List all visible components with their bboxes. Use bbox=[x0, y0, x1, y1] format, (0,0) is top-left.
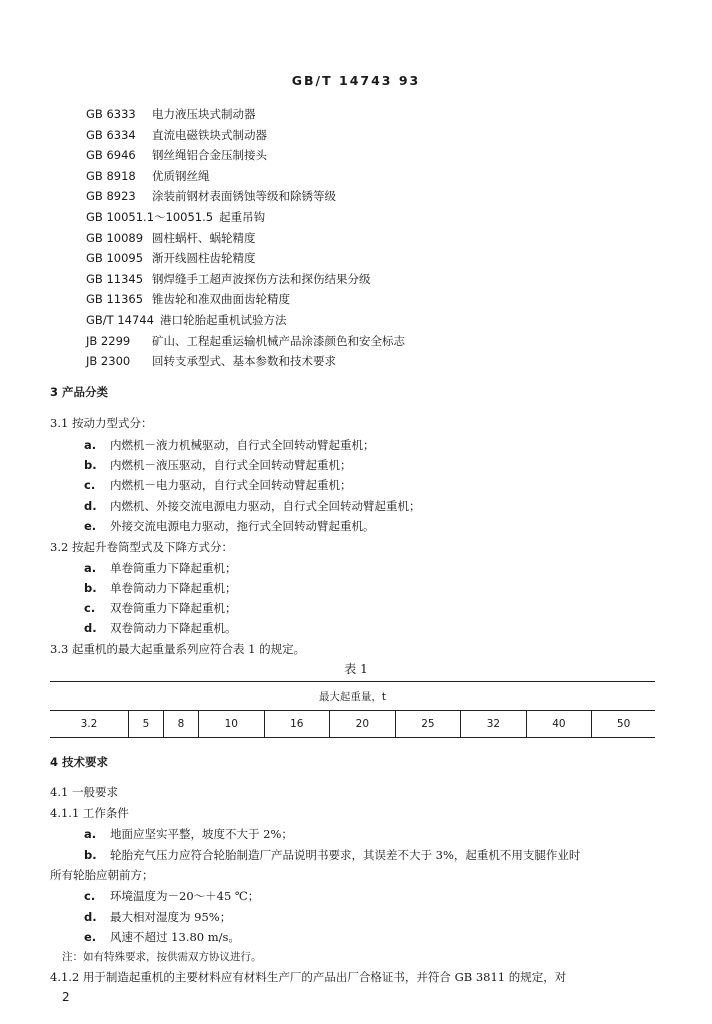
reference-code: GB 8923 bbox=[86, 189, 136, 204]
item-text: 内燃机、外接交流电源电力驱动，自行式全回转动臂起重机； bbox=[110, 499, 421, 513]
list-item bbox=[84, 558, 237, 578]
reference-code: GB 10089 bbox=[86, 230, 144, 245]
list-item bbox=[84, 435, 375, 455]
list-item-continuation: 所有轮胎应朝前方； bbox=[50, 868, 154, 882]
item-text: 单卷筒动力下降起重机； bbox=[110, 581, 237, 595]
item-text: 地面应坚实平整，坡度不大于 2%； bbox=[110, 827, 293, 841]
table-header-cell: 最大起重量，t bbox=[50, 682, 655, 711]
item-label: a. bbox=[84, 438, 97, 452]
list-item bbox=[84, 475, 352, 495]
reference-title: 港口轮胎起重机试验方法 bbox=[159, 312, 287, 327]
item-text: 环境温度为－20～＋45 ℃； bbox=[110, 889, 260, 903]
section-3-2-heading: 3.2 按起升卷筒型式及下降方式分： bbox=[50, 540, 233, 554]
item-text: 单卷筒重力下降起重机； bbox=[110, 561, 237, 575]
reference-title: 直流电磁铁块式制动器 bbox=[152, 127, 267, 142]
item-label: c. bbox=[84, 601, 96, 615]
item-label: e. bbox=[84, 930, 97, 944]
list-item bbox=[84, 598, 237, 618]
reference-item bbox=[86, 310, 405, 331]
table-cell: 40 bbox=[526, 711, 592, 738]
table-cell: 20 bbox=[330, 711, 396, 738]
table-caption: 表 1 bbox=[344, 662, 368, 676]
section-3-heading: 3 产品分类 bbox=[50, 385, 109, 399]
page-header: GB/T 14743 93 bbox=[291, 73, 421, 88]
item-text: 内燃机－液力机械驱动，自行式全回转动臂起重机； bbox=[110, 438, 375, 452]
table-cell: 8 bbox=[163, 711, 198, 738]
reference-item bbox=[86, 269, 405, 290]
item-label: a. bbox=[84, 561, 97, 575]
reference-title: 钢焊缝手工超声波探伤方法和探伤结果分级 bbox=[152, 271, 371, 286]
note-text: 注：如有特殊要求，按供需双方协议进行。 bbox=[62, 951, 262, 963]
list-item bbox=[84, 824, 293, 844]
reference-title: 圆柱蜗杆、蜗轮精度 bbox=[152, 230, 256, 245]
table-cell: 16 bbox=[264, 711, 330, 738]
item-label: b. bbox=[84, 458, 97, 472]
reference-code: GB 8918 bbox=[86, 168, 136, 183]
table-row bbox=[50, 711, 655, 738]
section-4-1-2-text: 4.1.2 用于制造起重机的主要材料应有材料生产厂的产品出厂合格证书，并符合 GB 3811 的规定，对 bbox=[50, 970, 567, 984]
item-label: b. bbox=[84, 581, 97, 595]
item-label: d. bbox=[84, 910, 97, 924]
reference-code: GB/T 14744 bbox=[86, 312, 154, 327]
item-label: b. bbox=[84, 848, 97, 862]
reference-title: 回转支承型式、基本参数和技术要求 bbox=[152, 354, 336, 369]
reference-item bbox=[86, 186, 405, 207]
reference-code: GB 6333 bbox=[86, 107, 136, 121]
item-label: d. bbox=[84, 621, 97, 635]
item-text: 内燃机－电力驱动，自行式全回转动臂起重机； bbox=[110, 478, 352, 492]
table-cell: 10 bbox=[199, 711, 265, 738]
table-cell: 25 bbox=[395, 711, 461, 738]
list-item bbox=[84, 618, 237, 638]
item-text: 最大相对湿度为 95%； bbox=[110, 910, 232, 924]
list-item bbox=[84, 927, 240, 947]
section-3-1-heading: 3.1 按动力型式分： bbox=[50, 416, 153, 430]
capacity-table bbox=[50, 681, 655, 738]
reference-code: GB 11345 bbox=[86, 271, 144, 286]
reference-list bbox=[86, 104, 405, 372]
section-4-1-heading: 4.1 一般要求 bbox=[50, 785, 118, 799]
reference-title: 优质钢丝绳 bbox=[152, 168, 210, 183]
item-label: a. bbox=[84, 827, 97, 841]
table-cell: 32 bbox=[461, 711, 527, 738]
section-3-3-text: 3.3 起重机的最大起重量系列应符合表 1 的规定。 bbox=[50, 642, 306, 656]
reference-item bbox=[86, 248, 405, 269]
page-number: 2 bbox=[62, 990, 70, 1004]
reference-title: 渐开线圆柱齿轮精度 bbox=[152, 251, 256, 266]
reference-code: JB 2300 bbox=[86, 354, 131, 369]
reference-item bbox=[86, 207, 405, 228]
item-label: e. bbox=[84, 519, 97, 533]
item-label: c. bbox=[84, 478, 96, 492]
reference-item bbox=[86, 289, 405, 310]
reference-title: 钢丝绳铝合金压制接头 bbox=[152, 148, 267, 163]
item-text: 双卷筒重力下降起重机； bbox=[110, 601, 237, 615]
table-cell: 5 bbox=[128, 711, 163, 738]
list-item bbox=[84, 578, 237, 598]
reference-code: GB 10051.1～10051.5 bbox=[86, 209, 214, 224]
reference-item bbox=[86, 145, 405, 166]
reference-title: 矿山、工程起重运输机械产品涂漆颜色和安全标志 bbox=[152, 333, 405, 348]
reference-item bbox=[86, 104, 405, 125]
list-item bbox=[84, 886, 259, 906]
list-item bbox=[84, 907, 231, 927]
reference-code: GB 6946 bbox=[86, 148, 136, 163]
list-item bbox=[84, 845, 580, 865]
reference-code: GB 6334 bbox=[86, 127, 136, 142]
item-label: d. bbox=[84, 499, 97, 513]
reference-title: 涂装前钢材表面锈蚀等级和除锈等级 bbox=[152, 189, 336, 204]
item-text: 内燃机－液压驱动，自行式全回转动臂起重机； bbox=[110, 458, 352, 472]
reference-code: GB 10095 bbox=[86, 251, 144, 266]
reference-item bbox=[86, 228, 405, 249]
section-4-1-1-heading: 4.1.1 工作条件 bbox=[50, 806, 129, 820]
reference-code: GB 11365 bbox=[86, 292, 144, 307]
section-4-heading: 4 技术要求 bbox=[50, 755, 109, 769]
table-cell: 3.2 bbox=[50, 711, 128, 738]
reference-code: JB 2299 bbox=[86, 333, 131, 348]
reference-item bbox=[86, 331, 405, 352]
table-header-row bbox=[50, 682, 655, 711]
list-item bbox=[84, 516, 375, 536]
item-text: 风速不超过 13.80 m/s。 bbox=[110, 930, 240, 944]
list-item bbox=[84, 455, 352, 475]
reference-item bbox=[86, 166, 405, 187]
item-text: 轮胎充气压力应符合轮胎制造厂产品说明书要求，其误差不大于 3%，起重机不用支腿作业时 bbox=[110, 848, 581, 862]
reference-title: 锥齿轮和准双曲面齿轮精度 bbox=[152, 292, 290, 307]
reference-title: 起重吊钩 bbox=[219, 209, 266, 224]
item-text: 外接交流电源电力驱动，拖行式全回转动臂起重机。 bbox=[110, 519, 375, 533]
item-text: 双卷筒动力下降起重机。 bbox=[110, 621, 237, 635]
reference-item bbox=[86, 351, 405, 372]
list-item bbox=[84, 496, 421, 516]
reference-title: 电力液压块式制动器 bbox=[152, 107, 256, 121]
reference-item bbox=[86, 125, 405, 146]
item-label: c. bbox=[84, 889, 96, 903]
table-cell: 50 bbox=[592, 711, 655, 738]
